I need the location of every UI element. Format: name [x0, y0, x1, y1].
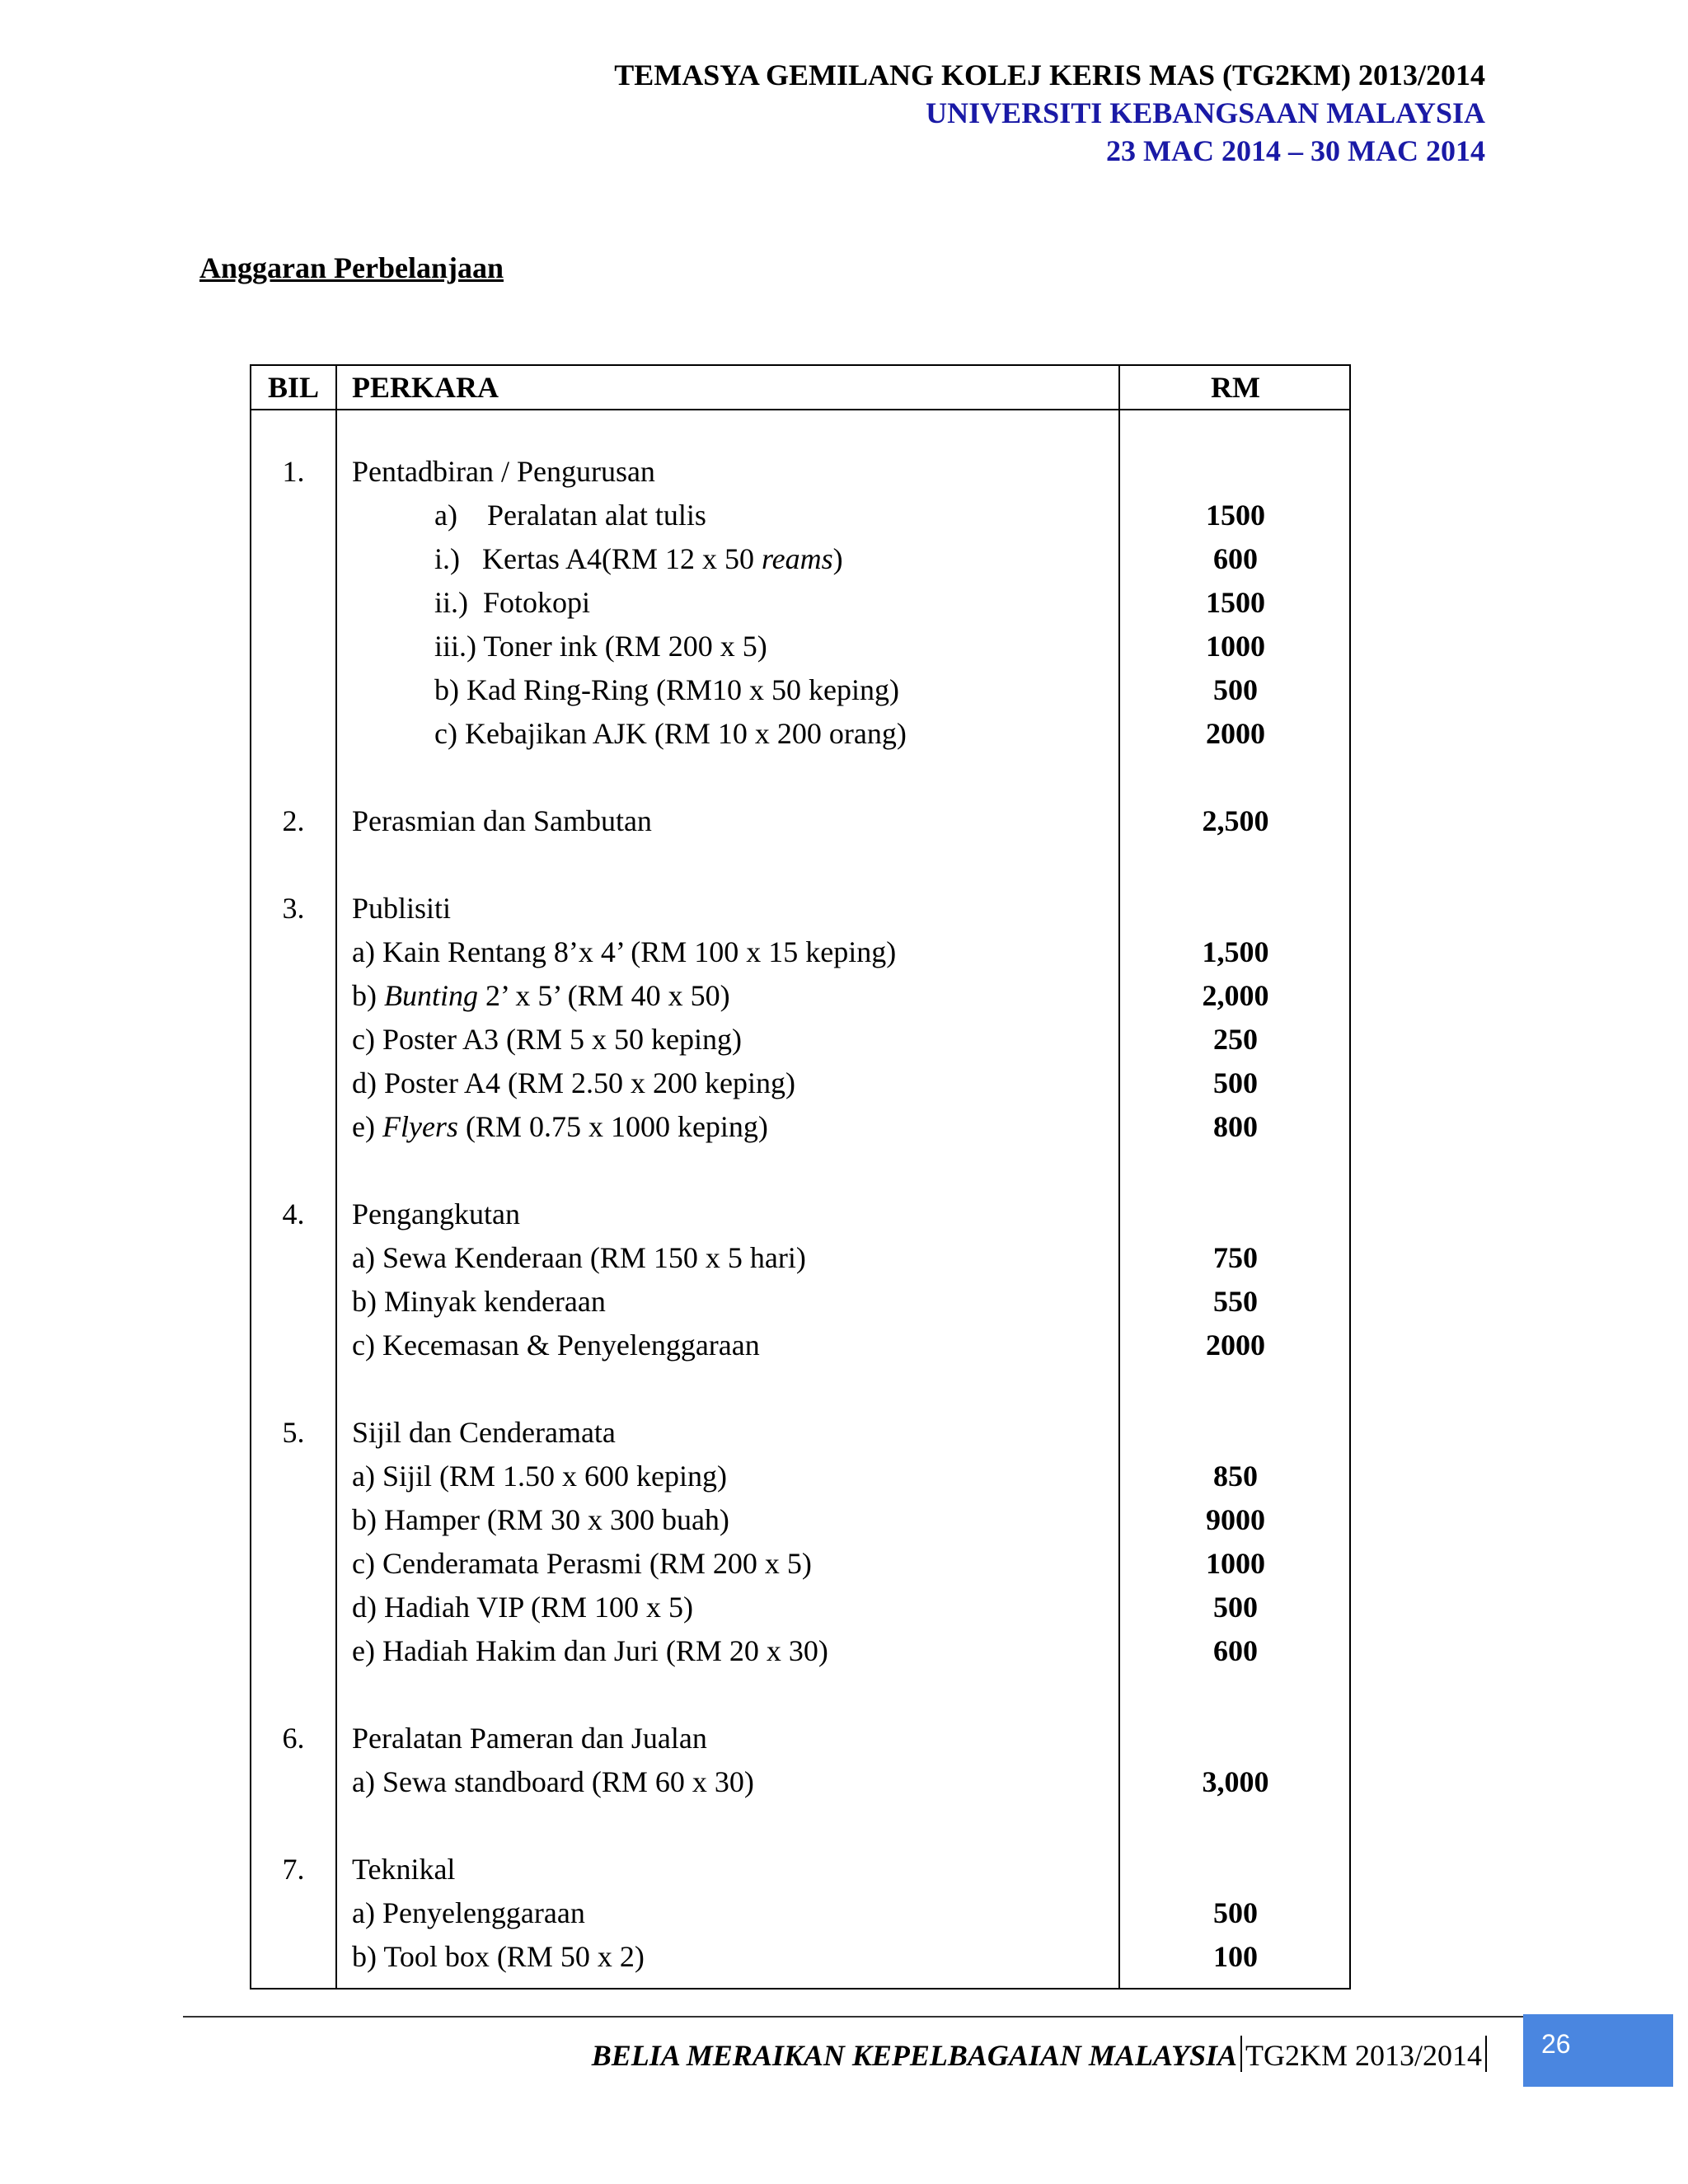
row-item — [352, 887, 451, 930]
row-item — [434, 537, 843, 581]
row-item-text: iii.) Toner ink (RM 200 x 5) — [434, 630, 767, 663]
row-item-text: c) Kecemasan & Penyelenggaraan — [352, 1329, 760, 1361]
row-number: 5. — [282, 1416, 305, 1449]
row-amount: 800 — [1213, 1110, 1258, 1143]
row-item-text: c) Kebajikan AJK (RM 10 x 200 orang) — [434, 717, 907, 750]
row-item-text: a) Kain Rentang 8’x 4’ (RM 100 x 15 keping) — [352, 935, 897, 968]
row-item-text: a) Peralatan alat tulis — [434, 499, 706, 532]
row-item — [352, 1542, 812, 1586]
row-amount: 2,000 — [1202, 979, 1269, 1012]
row-item-text: Peralatan Pameran dan Jualan — [352, 1722, 707, 1755]
table-row — [251, 450, 1349, 494]
column-header-bil: BIL — [267, 371, 320, 404]
table-row — [251, 1848, 1349, 1891]
row-item-text: b) Minyak kenderaan — [352, 1285, 606, 1318]
footer-separator — [1240, 2036, 1242, 2072]
row-item-text: b) Hamper (RM 30 x 300 buah) — [352, 1503, 729, 1536]
table-row — [251, 1193, 1349, 1236]
row-item — [352, 1717, 707, 1760]
row-item — [352, 1455, 727, 1498]
table-row — [251, 1062, 1349, 1105]
row-amount: 500 — [1213, 1591, 1258, 1624]
table-row — [251, 1105, 1349, 1149]
row-amount: 3,000 — [1202, 1765, 1269, 1798]
row-amount: 1000 — [1206, 1547, 1265, 1580]
row-amount: 2000 — [1206, 1329, 1265, 1361]
row-item-text: Pengangkutan — [352, 1197, 520, 1230]
row-amount: 600 — [1213, 542, 1258, 575]
row-amount: 550 — [1213, 1285, 1258, 1318]
footer-motto: BELIA MERAIKAN KEPELBAGAIAN MALAYSIA — [591, 2039, 1237, 2072]
row-item-italic: Bunting — [384, 979, 478, 1012]
row-number: 1. — [282, 455, 305, 488]
row-number: 4. — [282, 1197, 305, 1230]
table-row — [251, 494, 1349, 537]
row-amount: 1500 — [1206, 586, 1265, 619]
row-item — [352, 1935, 645, 1979]
table-row — [251, 1891, 1349, 1935]
row-amount: 2,500 — [1202, 804, 1269, 837]
row-item — [352, 1498, 729, 1542]
row-item — [434, 712, 907, 756]
table-row — [251, 625, 1349, 668]
footer — [592, 2036, 1490, 2074]
row-amount: 1000 — [1206, 630, 1265, 663]
row-item-text: Teknikal — [352, 1853, 456, 1886]
row-item — [352, 799, 652, 843]
table-row — [251, 1760, 1349, 1804]
footer-code: TG2KM 2013/2014 — [1245, 2039, 1482, 2072]
row-amount: 500 — [1213, 673, 1258, 706]
row-item — [352, 974, 730, 1018]
table-row — [251, 799, 1349, 843]
row-item — [352, 1629, 828, 1673]
row-item — [352, 1062, 795, 1105]
row-item-text: a) Sijil (RM 1.50 x 600 keping) — [352, 1460, 727, 1493]
header-dates: 23 MAC 2014 – 30 MAC 2014 — [1106, 134, 1485, 167]
row-item — [352, 1018, 742, 1062]
row-item-text: ii.) Fotokopi — [434, 586, 591, 619]
row-item — [434, 494, 706, 537]
table-row — [251, 581, 1349, 625]
budget-table — [250, 364, 1351, 1990]
table-row — [251, 1280, 1349, 1324]
row-item — [352, 1193, 520, 1236]
table-row — [251, 1411, 1349, 1455]
row-item — [352, 450, 655, 494]
row-item — [434, 581, 590, 625]
row-item — [352, 1324, 760, 1367]
row-item-text: Sijil dan Cenderamata — [352, 1416, 616, 1449]
row-item-text: Publisiti — [352, 892, 452, 925]
row-item-text: c) Cenderamata Perasmi (RM 200 x 5) — [352, 1547, 812, 1580]
row-item-text: a) Penyelenggaraan — [352, 1896, 585, 1929]
row-amount: 100 — [1213, 1940, 1258, 1973]
row-item-italic: Flyers — [382, 1110, 458, 1143]
row-amount: 1500 — [1206, 499, 1265, 532]
page-number: 26 — [1541, 2029, 1571, 2059]
row-item-text: a) Sewa standboard (RM 60 x 30) — [352, 1765, 754, 1798]
table-row — [251, 1542, 1349, 1586]
row-item — [434, 668, 899, 712]
row-item — [434, 625, 767, 668]
table-row — [251, 1498, 1349, 1542]
header-university: UNIVERSITI KEBANGSAAN MALAYSIA — [926, 96, 1485, 129]
row-item-text: b) — [352, 979, 384, 1012]
column-header-perkara: PERKARA — [352, 371, 499, 404]
row-amount: 9000 — [1206, 1503, 1265, 1536]
row-item-text: e) — [352, 1110, 382, 1143]
row-amount: 250 — [1213, 1023, 1258, 1056]
document-header — [614, 56, 1485, 170]
page-number-box — [1523, 2014, 1673, 2087]
section-title: Anggaran Perbelanjaan — [199, 251, 504, 284]
row-item-text: Perasmian dan Sambutan — [352, 804, 652, 837]
table-row — [251, 712, 1349, 756]
row-amount: 500 — [1213, 1066, 1258, 1099]
column-header-rm: RM — [1211, 371, 1260, 404]
row-item — [352, 930, 896, 974]
table-row — [251, 1455, 1349, 1498]
row-item — [352, 1105, 768, 1149]
row-number: 3. — [282, 892, 305, 925]
header-title: TEMASYA GEMILANG KOLEJ KERIS MAS (TG2KM) 2013/2014 — [614, 59, 1485, 91]
table-row — [251, 1935, 1349, 1979]
row-item-text: Pentadbiran / Pengurusan — [352, 455, 655, 488]
table-row — [251, 1586, 1349, 1629]
row-item — [352, 1280, 606, 1324]
row-amount: 850 — [1213, 1460, 1258, 1493]
row-item-text: e) Hadiah Hakim dan Juri (RM 20 x 30) — [352, 1634, 828, 1667]
row-item-text: c) Poster A3 (RM 5 x 50 keping) — [352, 1023, 742, 1056]
header-divider — [251, 409, 1349, 410]
table-row — [251, 1717, 1349, 1760]
row-item-text: b) Kad Ring-Ring (RM10 x 50 keping) — [434, 673, 899, 706]
row-item-tail: (RM 0.75 x 1000 keping) — [457, 1110, 768, 1143]
row-item — [352, 1891, 585, 1935]
footer-separator — [1485, 2036, 1487, 2072]
row-amount: 750 — [1213, 1241, 1258, 1274]
table-row — [251, 1236, 1349, 1280]
table-row — [251, 668, 1349, 712]
row-amount: 1,500 — [1202, 935, 1269, 968]
row-item-text: d) Hadiah VIP (RM 100 x 5) — [352, 1591, 693, 1624]
table-row — [251, 930, 1349, 974]
row-item — [352, 1411, 616, 1455]
row-amount: 500 — [1213, 1896, 1258, 1929]
table-row — [251, 1324, 1349, 1367]
row-item — [352, 1848, 455, 1891]
table-row — [251, 974, 1349, 1018]
row-item-text: i.) Kertas A4(RM 12 x 50 — [434, 542, 762, 575]
row-item-text: b) Tool box (RM 50 x 2) — [352, 1940, 645, 1973]
row-item-text: a) Sewa Kenderaan (RM 150 x 5 hari) — [352, 1241, 806, 1274]
row-number: 7. — [282, 1853, 305, 1886]
row-item-tail: 2’ x 5’ (RM 40 x 50) — [478, 979, 730, 1012]
row-number: 2. — [282, 804, 305, 837]
row-item-text: d) Poster A4 (RM 2.50 x 200 keping) — [352, 1066, 795, 1099]
row-item — [352, 1586, 693, 1629]
row-item — [352, 1760, 754, 1804]
row-item-italic: reams — [761, 542, 833, 575]
table-row — [251, 887, 1349, 930]
footer-rule — [183, 2016, 1667, 2018]
row-amount: 600 — [1213, 1634, 1258, 1667]
table-row — [251, 1018, 1349, 1062]
table-row — [251, 537, 1349, 581]
row-item-tail: ) — [832, 542, 843, 575]
row-amount: 2000 — [1206, 717, 1265, 750]
row-number: 6. — [282, 1722, 305, 1755]
table-row — [251, 1629, 1349, 1673]
row-item — [352, 1236, 806, 1280]
